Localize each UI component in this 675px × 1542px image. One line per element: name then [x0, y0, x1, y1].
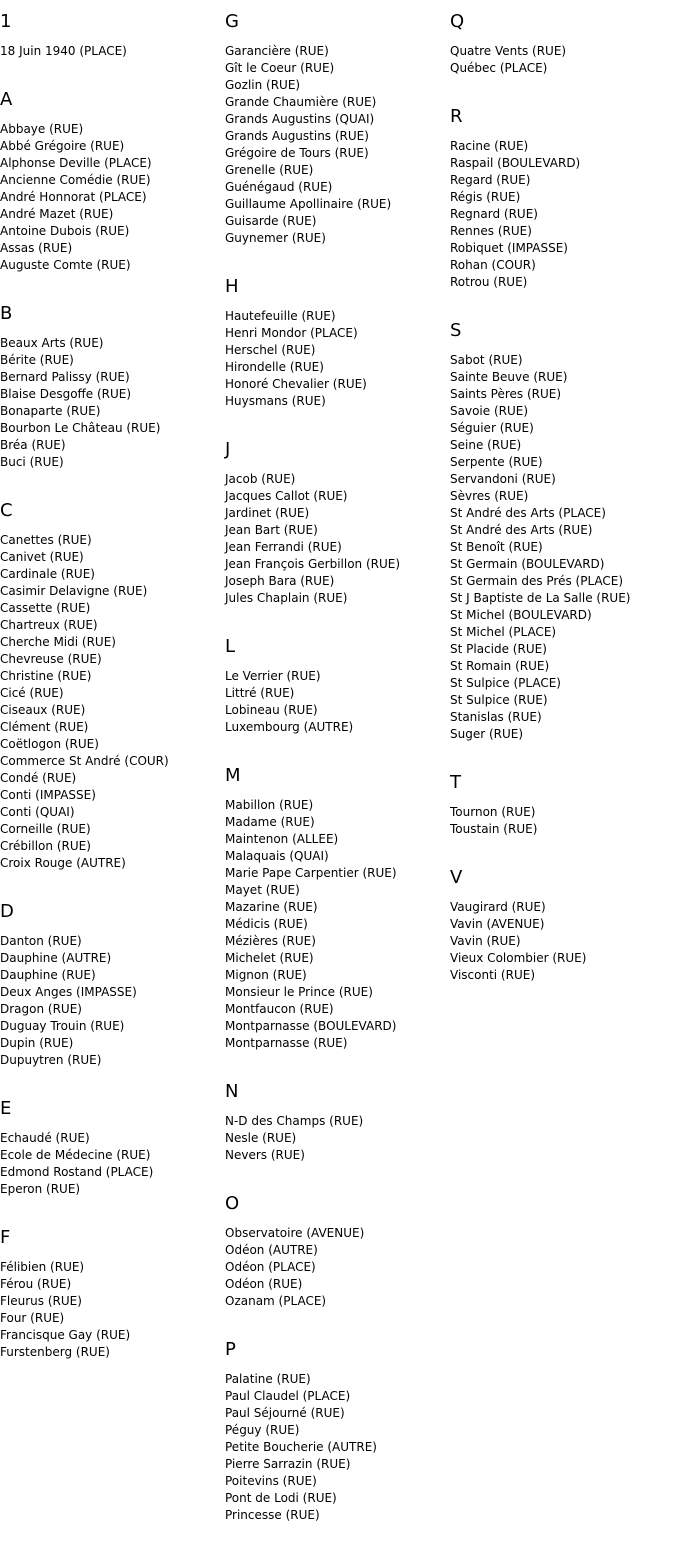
street-item: Régis (RUE): [450, 190, 521, 204]
street-item: St Michel (BOULEVARD): [450, 608, 592, 622]
letter-section: [225, 276, 450, 428]
street-item: Sabot (RUE): [450, 353, 523, 367]
street-item: Regard (RUE): [450, 173, 531, 187]
street-item: Crébillon (RUE): [0, 839, 91, 853]
letter-section: [0, 1227, 225, 1379]
street-list: [225, 1225, 450, 1310]
street-index-column: [450, 0, 675, 1002]
street-list: [0, 532, 225, 872]
street-item: Lobineau (RUE): [225, 703, 318, 717]
street-item: Médicis (RUE): [225, 917, 308, 931]
letter-section: [450, 106, 675, 309]
street-item: Stanislas (RUE): [450, 710, 542, 724]
letter-heading: 1: [0, 11, 12, 32]
street-item: Nevers (RUE): [225, 1148, 305, 1162]
letter-heading: V: [450, 867, 463, 888]
street-item: Christine (RUE): [0, 669, 92, 683]
letter-heading: A: [0, 89, 13, 110]
street-item: Conti (QUAI): [0, 805, 75, 819]
section-spacer: [225, 1524, 450, 1542]
street-item: Joseph Bara (RUE): [225, 574, 335, 588]
street-item: Rotrou (RUE): [450, 275, 528, 289]
letter-section: [0, 303, 225, 489]
street-item: St Sulpice (RUE): [450, 693, 548, 707]
street-item: St Benoît (RUE): [450, 540, 543, 554]
street-item: Luxembourg (AUTRE): [225, 720, 354, 734]
street-item: Hirondelle (RUE): [225, 360, 324, 374]
street-item: Ciseaux (RUE): [0, 703, 86, 717]
street-index-column: [0, 0, 225, 1379]
letter-section: [450, 11, 675, 95]
street-item: St J Baptiste de La Salle (RUE): [450, 591, 631, 605]
section-spacer: [0, 1069, 225, 1087]
street-item: Honoré Chevalier (RUE): [225, 377, 367, 391]
street-item: Dupuytren (RUE): [0, 1053, 102, 1067]
letter-section: [0, 89, 225, 292]
street-item: André Honnorat (PLACE): [0, 190, 147, 204]
street-item: Rohan (COUR): [450, 258, 536, 272]
street-item: Beaux Arts (RUE): [0, 336, 104, 350]
street-item: Paul Claudel (PLACE): [225, 1389, 351, 1403]
street-item: Abbaye (RUE): [0, 122, 84, 136]
section-spacer: [225, 410, 450, 428]
letter-heading: D: [0, 901, 14, 922]
street-item: André Mazet (RUE): [0, 207, 114, 221]
street-item: Fleurus (RUE): [0, 1294, 82, 1308]
street-item: Jules Chaplain (RUE): [225, 591, 348, 605]
letter-heading: N: [225, 1081, 239, 1102]
section-spacer: [0, 274, 225, 292]
street-item: Francisque Gay (RUE): [0, 1328, 131, 1342]
street-item: St Sulpice (PLACE): [450, 676, 561, 690]
street-item: Canettes (RUE): [0, 533, 92, 547]
street-item: Bourbon Le Château (RUE): [0, 421, 161, 435]
street-item: Guénégaud (RUE): [225, 180, 333, 194]
section-spacer: [450, 77, 675, 95]
street-list: [450, 899, 675, 984]
street-item: Monsieur le Prince (RUE): [225, 985, 373, 999]
street-item: Grégoire de Tours (RUE): [225, 146, 369, 160]
street-item: Clément (RUE): [0, 720, 89, 734]
street-item: Corneille (RUE): [0, 822, 91, 836]
street-item: Danton (RUE): [0, 934, 82, 948]
street-item: Tournon (RUE): [450, 805, 536, 819]
street-item: Condé (RUE): [0, 771, 77, 785]
street-list: [225, 1113, 450, 1164]
street-item: Chartreux (RUE): [0, 618, 98, 632]
letter-section: [225, 1081, 450, 1182]
street-item: Sèvres (RUE): [450, 489, 529, 503]
street-item: Garancière (RUE): [225, 44, 329, 58]
street-item: Montparnasse (RUE): [225, 1036, 348, 1050]
street-item: Observatoire (AVENUE): [225, 1226, 365, 1240]
street-list: [450, 43, 675, 77]
street-item: Montparnasse (BOULEVARD): [225, 1019, 397, 1033]
street-item: Le Verrier (RUE): [225, 669, 321, 683]
section-spacer: [450, 838, 675, 856]
street-item: Duguay Trouin (RUE): [0, 1019, 125, 1033]
street-item: Coëtlogon (RUE): [0, 737, 99, 751]
street-item: Suger (RUE): [450, 727, 524, 741]
street-list: [0, 933, 225, 1069]
street-list: [225, 308, 450, 410]
street-item: St Germain des Prés (PLACE): [450, 574, 624, 588]
street-item: Echaudé (RUE): [0, 1131, 90, 1145]
street-item: Mayet (RUE): [225, 883, 300, 897]
street-item: Bonaparte (RUE): [0, 404, 101, 418]
street-item: Saints Pères (RUE): [450, 387, 562, 401]
letter-heading: C: [0, 500, 13, 521]
letter-heading: R: [450, 106, 463, 127]
street-item: Dragon (RUE): [0, 1002, 82, 1016]
street-item: Eperon (RUE): [0, 1182, 81, 1196]
street-item: Herschel (RUE): [225, 343, 316, 357]
street-item: Jacob (RUE): [225, 472, 296, 486]
street-item: Canivet (RUE): [0, 550, 84, 564]
street-item: Visconti (RUE): [450, 968, 535, 982]
letter-heading: T: [450, 772, 461, 793]
street-item: Jacques Callot (RUE): [225, 489, 348, 503]
street-item: Odéon (AUTRE): [225, 1243, 318, 1257]
letter-heading: Q: [450, 11, 465, 32]
street-item: Regnard (RUE): [450, 207, 538, 221]
street-item: Palatine (RUE): [225, 1372, 311, 1386]
street-item: Bernard Palissy (RUE): [0, 370, 130, 384]
street-item: Dauphine (AUTRE): [0, 951, 112, 965]
street-item: Servandoni (RUE): [450, 472, 556, 486]
street-item: Sainte Beuve (RUE): [450, 370, 568, 384]
section-spacer: [450, 291, 675, 309]
street-item: St André des Arts (PLACE): [450, 506, 606, 520]
street-list: [225, 668, 450, 736]
street-item: Racine (RUE): [450, 139, 529, 153]
street-item: Nesle (RUE): [225, 1131, 297, 1145]
street-item: Paul Séjourné (RUE): [225, 1406, 345, 1420]
letter-heading: P: [225, 1339, 236, 1360]
street-item: Mézières (RUE): [225, 934, 316, 948]
street-index-column: [225, 0, 450, 1542]
street-list: [0, 1259, 225, 1361]
street-item: Madame (RUE): [225, 815, 315, 829]
letter-section: [225, 636, 450, 754]
street-item: Guisarde (RUE): [225, 214, 317, 228]
street-item: Four (RUE): [0, 1311, 65, 1325]
letter-heading: O: [225, 1193, 240, 1214]
street-item: Toustain (RUE): [450, 822, 538, 836]
street-item: Gozlin (RUE): [225, 78, 301, 92]
street-item: Vaugirard (RUE): [450, 900, 546, 914]
street-item: Pierre Sarrazin (RUE): [225, 1457, 351, 1471]
street-item: Raspail (BOULEVARD): [450, 156, 581, 170]
letter-section: [225, 1193, 450, 1328]
street-item: Petite Boucherie (AUTRE): [225, 1440, 377, 1454]
letter-section: [225, 765, 450, 1070]
street-item: Auguste Comte (RUE): [0, 258, 131, 272]
section-spacer: [0, 471, 225, 489]
street-item: Robiquet (IMPASSE): [450, 241, 568, 255]
street-item: Poitevins (RUE): [225, 1474, 317, 1488]
letter-section: [450, 772, 675, 856]
street-item: Mabillon (RUE): [225, 798, 314, 812]
street-item: Jean Ferrandi (RUE): [225, 540, 342, 554]
street-item: Croix Rouge (AUTRE): [0, 856, 126, 870]
street-list: [450, 352, 675, 743]
letter-section: [450, 320, 675, 761]
street-list: [0, 43, 225, 60]
street-item: Odéon (RUE): [225, 1277, 303, 1291]
street-item: Jean François Gerbillon (RUE): [225, 557, 401, 571]
section-spacer: [225, 607, 450, 625]
letter-section: [0, 1098, 225, 1216]
section-spacer: [225, 1164, 450, 1182]
letter-section: [0, 11, 225, 78]
street-list: [450, 138, 675, 291]
street-item: Pont de Lodi (RUE): [225, 1491, 337, 1505]
street-list: [0, 1130, 225, 1198]
street-item: Furstenberg (RUE): [0, 1345, 110, 1359]
letter-heading: B: [0, 303, 13, 324]
street-item: St Michel (PLACE): [450, 625, 557, 639]
street-item: Huysmans (RUE): [225, 394, 326, 408]
street-item: Assas (RUE): [0, 241, 73, 255]
street-item: Henri Mondor (PLACE): [225, 326, 358, 340]
street-item: Buci (RUE): [0, 455, 64, 469]
street-item: Malaquais (QUAI): [225, 849, 329, 863]
street-item: Jardinet (RUE): [225, 506, 310, 520]
street-item: Bréa (RUE): [0, 438, 66, 452]
letter-heading: J: [225, 439, 231, 460]
letter-heading: S: [450, 320, 462, 341]
section-spacer: [0, 1361, 225, 1379]
street-list: [225, 797, 450, 1052]
street-item: Québec (PLACE): [450, 61, 548, 75]
street-item: Grenelle (RUE): [225, 163, 314, 177]
street-item: Antoine Dubois (RUE): [0, 224, 130, 238]
letter-section: [0, 500, 225, 890]
street-item: St Germain (BOULEVARD): [450, 557, 605, 571]
street-item: Vieux Colombier (RUE): [450, 951, 587, 965]
street-item: Grands Augustins (RUE): [225, 129, 369, 143]
letter-section: [225, 1339, 450, 1542]
letter-heading: L: [225, 636, 236, 657]
street-item: Cicé (RUE): [0, 686, 64, 700]
street-item: Odéon (PLACE): [225, 1260, 316, 1274]
street-item: Ozanam (PLACE): [225, 1294, 327, 1308]
street-item: Seine (RUE): [450, 438, 522, 452]
street-item: 18 Juin 1940 (PLACE): [0, 44, 127, 58]
street-item: Cardinale (RUE): [0, 567, 95, 581]
street-item: Mignon (RUE): [225, 968, 307, 982]
street-item: St Romain (RUE): [450, 659, 550, 673]
street-item: Grande Chaumière (RUE): [225, 95, 377, 109]
street-list: [225, 471, 450, 607]
section-spacer: [225, 1310, 450, 1328]
street-item: Jean Bart (RUE): [225, 523, 318, 537]
section-spacer: [225, 736, 450, 754]
letter-heading: G: [225, 11, 239, 32]
letter-heading: H: [225, 276, 239, 297]
street-item: Séguier (RUE): [450, 421, 534, 435]
section-spacer: [0, 872, 225, 890]
street-list: [0, 335, 225, 471]
street-item: Guillaume Apollinaire (RUE): [225, 197, 392, 211]
street-item: Cherche Midi (RUE): [0, 635, 116, 649]
section-spacer: [225, 1052, 450, 1070]
street-item: Casimir Delavigne (RUE): [0, 584, 148, 598]
street-item: Hautefeuille (RUE): [225, 309, 336, 323]
street-item: Cassette (RUE): [0, 601, 91, 615]
letter-section: [225, 11, 450, 265]
letter-section: [225, 439, 450, 625]
street-list: [225, 1371, 450, 1524]
street-item: Serpente (RUE): [450, 455, 543, 469]
street-item: N-D des Champs (RUE): [225, 1114, 364, 1128]
street-item: Alphonse Deville (PLACE): [0, 156, 152, 170]
letter-section: [450, 867, 675, 1002]
street-item: Bérite (RUE): [0, 353, 74, 367]
street-item: Grands Augustins (QUAI): [225, 112, 375, 126]
street-item: Rennes (RUE): [450, 224, 532, 238]
street-item: Ancienne Comédie (RUE): [0, 173, 151, 187]
street-item: Mazarine (RUE): [225, 900, 318, 914]
street-item: Vavin (AVENUE): [450, 917, 545, 931]
section-spacer: [0, 1198, 225, 1216]
street-item: Dauphine (RUE): [0, 968, 96, 982]
street-item: Maintenon (ALLEE): [225, 832, 339, 846]
street-item: Montfaucon (RUE): [225, 1002, 334, 1016]
section-spacer: [450, 984, 675, 1002]
street-list: [450, 804, 675, 838]
street-item: Littré (RUE): [225, 686, 295, 700]
street-item: Gît le Coeur (RUE): [225, 61, 335, 75]
street-item: Dupin (RUE): [0, 1036, 74, 1050]
street-item: Edmond Rostand (PLACE): [0, 1165, 154, 1179]
section-spacer: [0, 60, 225, 78]
section-spacer: [225, 247, 450, 265]
letter-heading: E: [0, 1098, 12, 1119]
street-item: Marie Pape Carpentier (RUE): [225, 866, 397, 880]
street-item: Abbé Grégoire (RUE): [0, 139, 125, 153]
street-item: Savoie (RUE): [450, 404, 529, 418]
street-item: Ecole de Médecine (RUE): [0, 1148, 151, 1162]
street-item: Félibien (RUE): [0, 1260, 85, 1274]
street-item: Michelet (RUE): [225, 951, 314, 965]
street-item: St Placide (RUE): [450, 642, 547, 656]
street-item: Quatre Vents (RUE): [450, 44, 567, 58]
street-item: Guynemer (RUE): [225, 231, 326, 245]
letter-heading: M: [225, 765, 241, 786]
section-spacer: [450, 743, 675, 761]
street-item: Conti (IMPASSE): [0, 788, 96, 802]
street-list: [225, 43, 450, 247]
street-item: Deux Anges (IMPASSE): [0, 985, 137, 999]
street-item: Vavin (RUE): [450, 934, 521, 948]
letter-heading: F: [0, 1227, 11, 1248]
street-list: [0, 121, 225, 274]
street-item: Férou (RUE): [0, 1277, 72, 1291]
street-item: Chevreuse (RUE): [0, 652, 102, 666]
street-item: Blaise Desgoffe (RUE): [0, 387, 132, 401]
street-item: Princesse (RUE): [225, 1508, 320, 1522]
street-item: Péguy (RUE): [225, 1423, 300, 1437]
street-item: Commerce St André (COUR): [0, 754, 169, 768]
letter-section: [0, 901, 225, 1087]
street-item: St André des Arts (RUE): [450, 523, 593, 537]
